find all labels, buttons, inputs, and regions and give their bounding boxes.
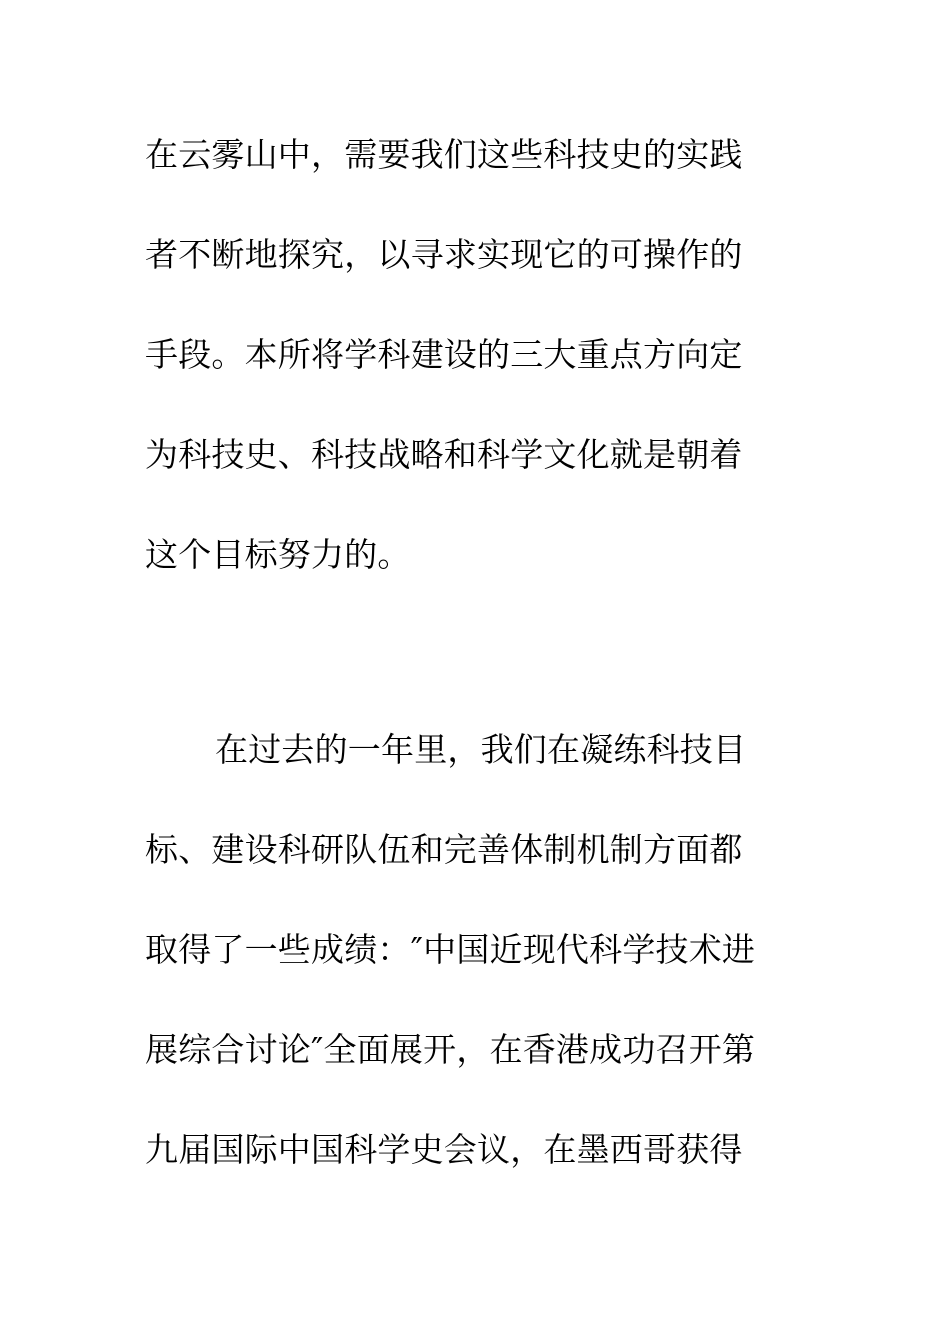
text-line: 展综合讨论″全面展开，在香港成功召开第 bbox=[145, 1030, 756, 1069]
paragraph-1 bbox=[145, 137, 805, 637]
text-line: 九届国际中国科学史会议，在墨西哥获得 bbox=[145, 1130, 743, 1169]
text-line: 手段。本所将学科建设的三大重点方向定 bbox=[145, 335, 743, 374]
text-line: 为科技史、科技战略和科学文化就是朝着 bbox=[145, 435, 743, 474]
text-line: 在云雾山中，需要我们这些科技史的实践 bbox=[145, 135, 743, 174]
text-line: 标、建设科研队伍和完善体制机制方面都 bbox=[145, 830, 743, 869]
text-line: 在过去的一年里，我们在凝练科技目 bbox=[215, 730, 747, 769]
text-line: 者不断地探究，以寻求实现它的可操作的 bbox=[145, 235, 743, 274]
text-line: 这个目标努力的。 bbox=[145, 535, 411, 574]
paragraph-2 bbox=[145, 732, 805, 1232]
text-line: 取得了一些成绩：″中国近现代科学技术进 bbox=[145, 930, 756, 969]
